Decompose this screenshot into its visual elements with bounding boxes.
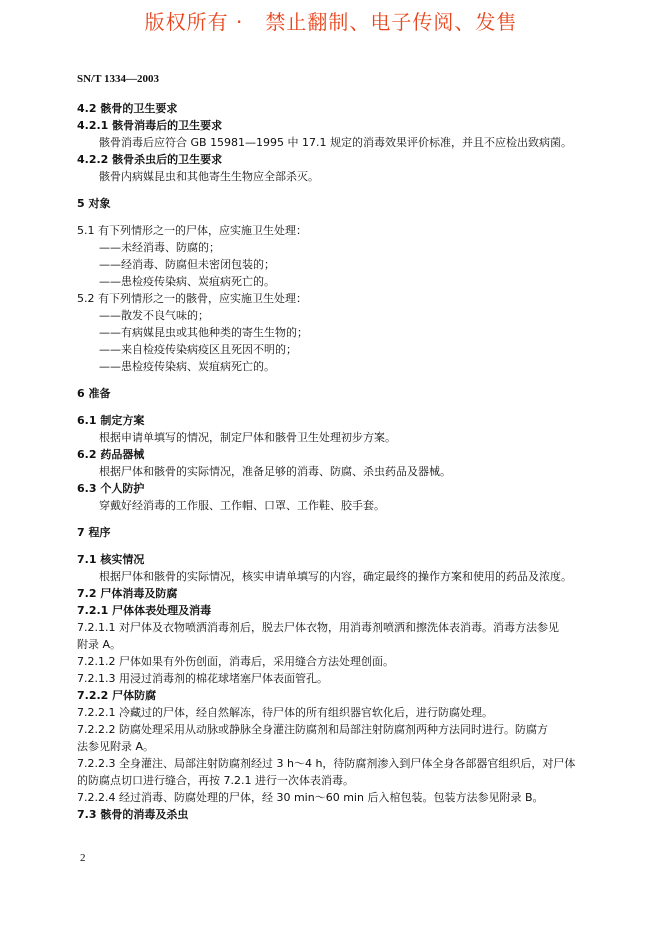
paragraph-line: ——有病媒昆虫或其他种类的寄生生物的； [99,326,308,339]
section-heading: 7.2.2 尸体防腐 [77,689,157,702]
section-heading: 6.3 个人防护 [77,482,145,495]
section-heading: 7.2 尸体消毒及防腐 [77,587,178,600]
paragraph-line: 根据尸体和骸骨的实际情况，准备足够的消毒、防腐、杀虫药品及器械。 [99,465,451,478]
document-code: SN/T 1334—2003 [77,73,160,85]
paragraph-line: 7.2.1.3 用浸过消毒剂的棉花球堵塞尸体表面管孔。 [77,672,328,685]
paragraph-line: ——经消毒、防腐但未密闭包装的； [99,258,275,271]
paragraph-line: 7.2.2.3 全身灌注、局部注射防腐剂经过 3 h～4 h，待防腐剂渗入到尸体全身各部器官组织后，对尸体 [77,757,576,770]
watermark: 版权所有 · 禁止翻制、电子传阅、发售 [144,10,518,34]
section-heading: 6 准备 [77,387,111,400]
paragraph-line: 根据尸体和骸骨的实际情况，核实申请单填写的内容，确定最终的操作方案和使用的药品及浓度。 [99,570,572,583]
paragraph-line: 附录 A。 [77,638,122,651]
section-heading: 7.2.1 尸体体表处理及消毒 [77,604,212,617]
section-heading: 4.2.2 骸骨杀虫后的卫生要求 [77,153,223,166]
section-heading: 7.1 核实情况 [77,553,145,566]
section-heading: 7.3 骸骨的消毒及杀虫 [77,808,189,821]
paragraph-line: 骸骨内病媒昆虫和其他寄生生物应全部杀灭。 [99,170,319,183]
paragraph-line: 根据申请单填写的情况，制定尸体和骸骨卫生处理初步方案。 [99,431,396,444]
paragraph-line: 5.1 有下列情形之一的尸体，应实施卫生处理： [77,224,307,237]
section-heading: 4.2.1 骸骨消毒后的卫生要求 [77,119,223,132]
page-number: 2 [80,852,86,864]
paragraph-line: ——散发不良气味的； [99,309,209,322]
paragraph-line: ——未经消毒、防腐的； [99,241,220,254]
section-heading: 6.2 药品器械 [77,448,145,461]
paragraph-line: 的防腐点切口进行缝合，再按 7.2.1 进行一次体表消毒。 [77,774,354,787]
document-body [77,100,607,823]
paragraph-line: 7.2.2.2 防腐处理采用从动脉或静脉全身灌注防腐剂和局部注射防腐剂两种方法同时进行。防腐方 [77,723,548,736]
paragraph-line: ——来自检疫传染病疫区且死因不明的； [99,343,297,356]
paragraph-line: 7.2.2.4 经过消毒、防腐处理的尸体，经 30 min～60 min 后入棺包装。包装方法参见附录 B。 [77,791,544,804]
paragraph-line: 7.2.1.2 尸体如果有外伤创面，消毒后，采用缝合方法处理创面。 [77,655,394,668]
section-heading: 7 程序 [77,526,111,539]
paragraph-line: 7.2.1.1 对尸体及衣物喷洒消毒剂后，脱去尸体衣物，用消毒剂喷洒和擦洗体表消毒。消毒方法参见 [77,621,559,634]
section-heading: 6.1 制定方案 [77,414,145,427]
paragraph-line: 骸骨消毒后应符合 GB 15981—1995 中 17.1 规定的消毒效果评价标准，并且不应检出致病菌。 [99,136,573,149]
paragraph-line: ——患检疫传染病、炭疽病死亡的。 [99,275,275,288]
paragraph-line: 法参见附录 A。 [77,740,155,753]
section-heading: 4.2 骸骨的卫生要求 [77,102,178,115]
paragraph-line: 穿戴好经消毒的工作服、工作帽、口罩、工作鞋、胶手套。 [99,499,385,512]
section-heading: 5 对象 [77,197,111,210]
paragraph-line: ——患检疫传染病、炭疽病死亡的。 [99,360,275,373]
paragraph-line: 5.2 有下列情形之一的骸骨，应实施卫生处理： [77,292,307,305]
paragraph-line: 7.2.2.1 冷藏过的尸体，经自然解冻，待尸体的所有组织器官软化后，进行防腐处理。 [77,706,493,719]
